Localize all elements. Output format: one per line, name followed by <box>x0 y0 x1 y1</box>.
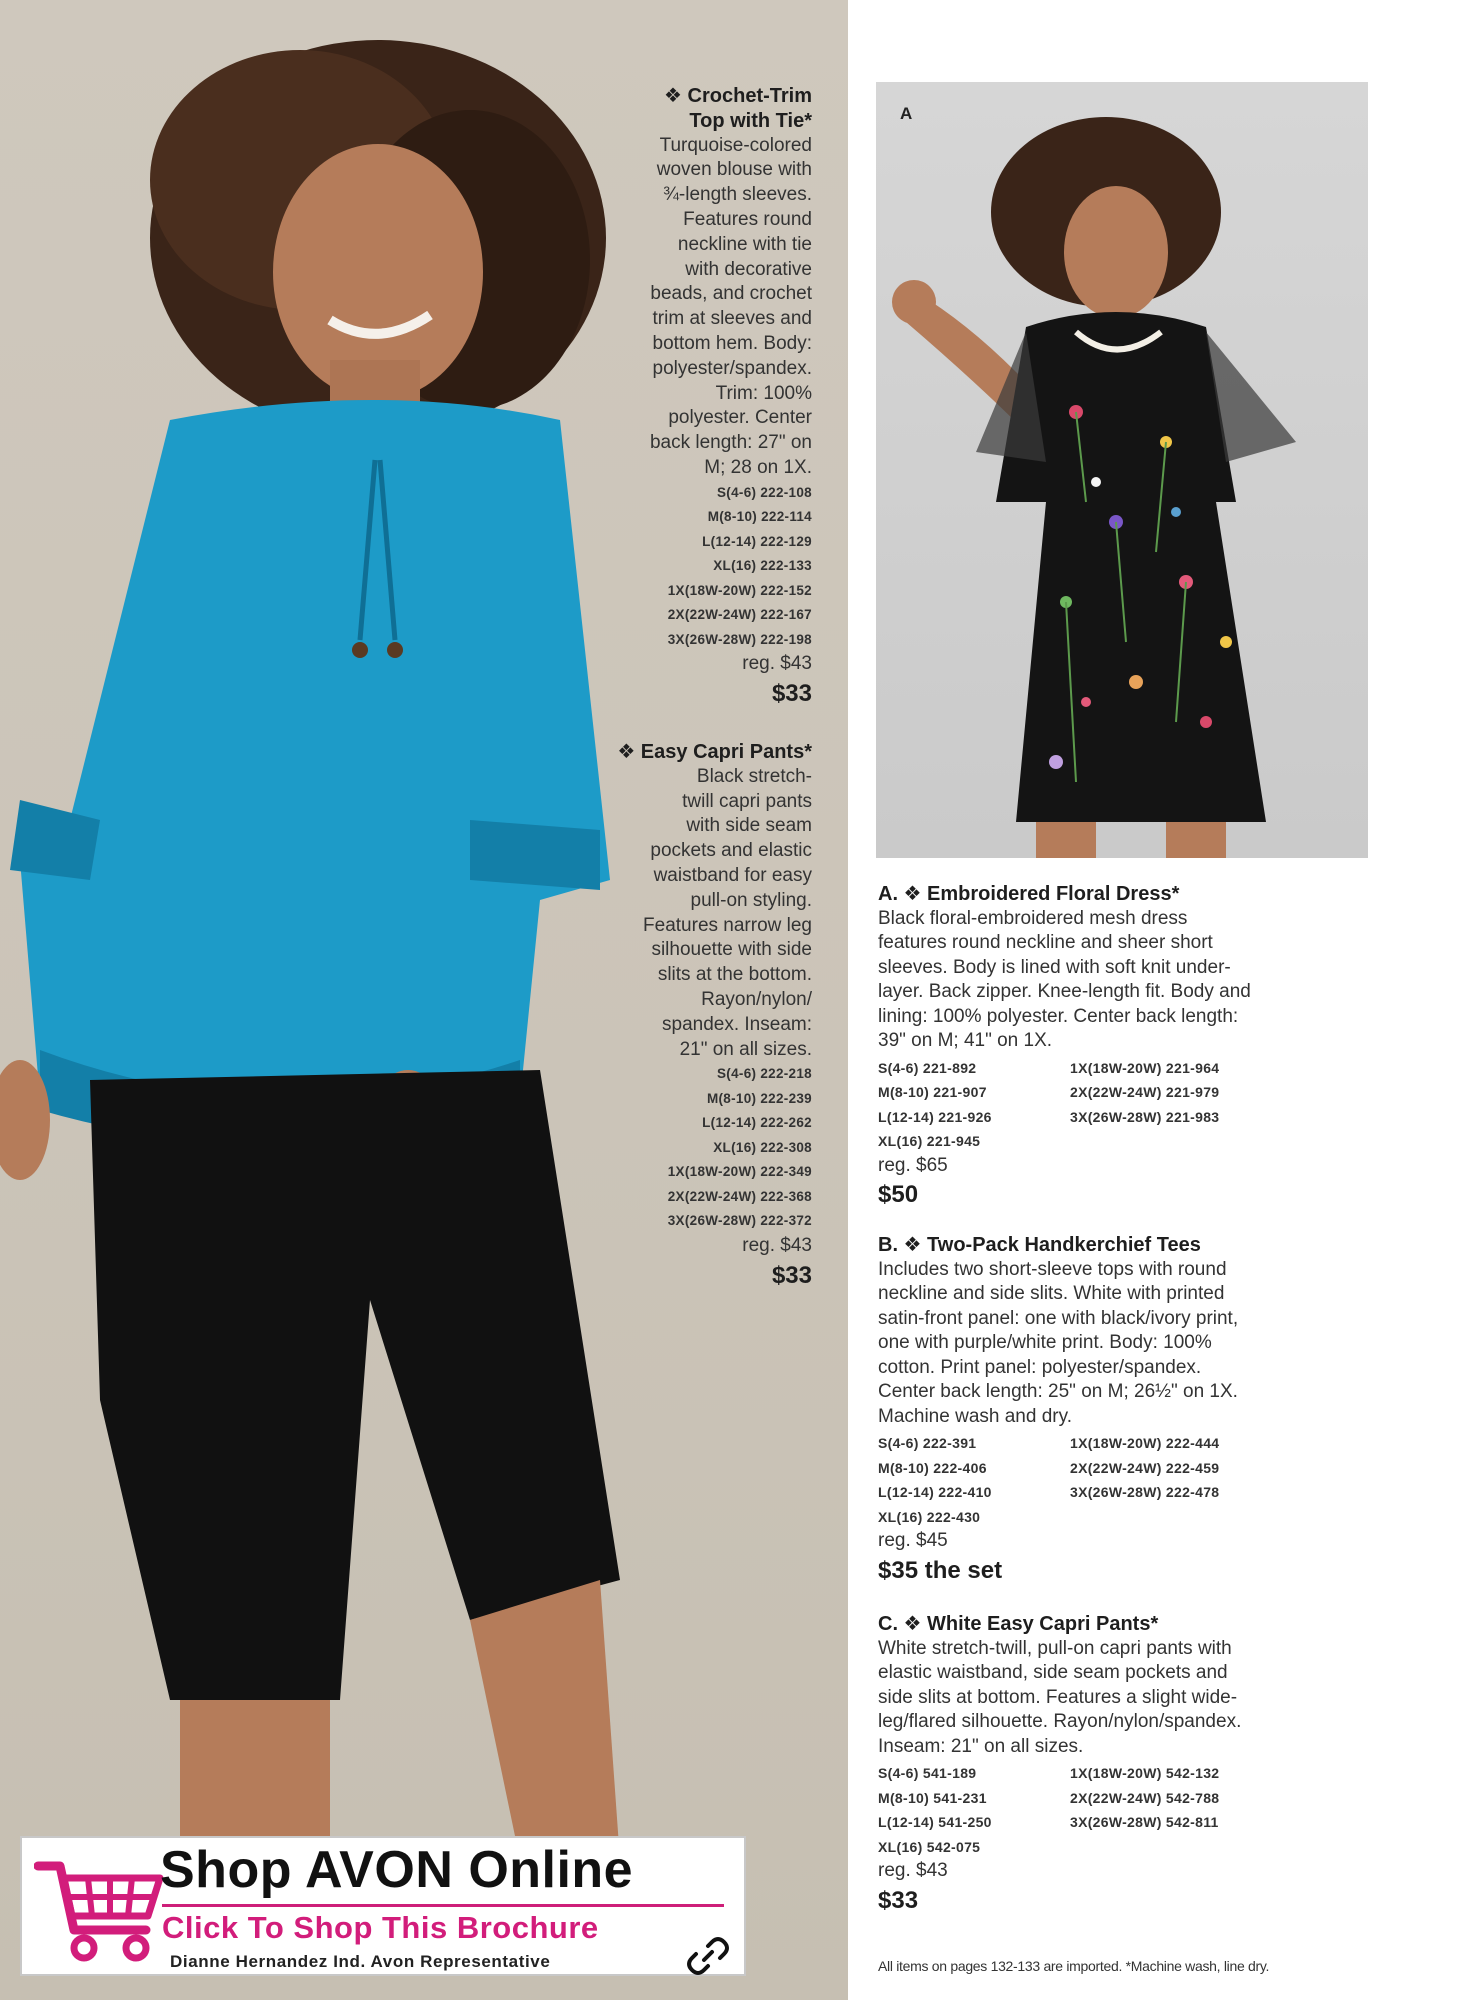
sku-line: 2X(22W-24W) 222-368 <box>667 1188 812 1204</box>
description-line: pull-on styling. <box>690 889 812 911</box>
sale-price: $33 <box>878 1886 919 1914</box>
shopping-cart-icon[interactable] <box>34 1852 166 1964</box>
sku-line <box>1070 1505 1310 1530</box>
description-line: Trim: 100% <box>715 382 812 404</box>
sku-line: 2X(22W-24W) 222-167 <box>667 607 812 623</box>
regular-price: reg. $45 <box>878 1530 948 1551</box>
description-line: 39" on M; 41" on 1X. <box>878 1030 1053 1051</box>
sku-grid <box>878 1431 1378 1529</box>
sku-line: S(4-6) 541-189 <box>878 1765 977 1781</box>
description-line: Rayon/nylon/ <box>701 988 812 1010</box>
sku-line: 2X(22W-24W) 542-788 <box>1070 1789 1220 1806</box>
sale-price: $50 <box>878 1181 919 1208</box>
sku-line: M(8-10) 221-907 <box>878 1084 987 1100</box>
product-description <box>878 1637 1378 1760</box>
shop-online-banner[interactable] <box>20 1836 746 1976</box>
product-title: C. ❖ White Easy Capri Pants* <box>878 1613 1159 1635</box>
description-line: Includes two short-sleeve tops with round <box>878 1258 1227 1280</box>
sku-line: S(4-6) 222-218 <box>716 1066 812 1082</box>
regular-price: reg. $43 <box>742 1234 812 1256</box>
description-line: Machine wash and dry. <box>878 1405 1072 1427</box>
description-line: twill capri pants <box>682 790 812 812</box>
description-line: Center back length: 25" on M; 26½" on 1X. <box>878 1381 1238 1402</box>
dress-model-illustration <box>876 82 1368 858</box>
sku-line: XL(16) 542-075 <box>878 1838 981 1855</box>
sku-line: 3X(26W-28W) 222-198 <box>667 631 812 647</box>
regular-price: reg. $65 <box>878 1154 948 1176</box>
footnote: All items on pages 132-133 are imported. *Machine wash, line dry. <box>878 1958 1270 1974</box>
description-line: Turquoise-colored <box>659 134 812 156</box>
product-title: B. ❖ Two-Pack Handkerchief Tees <box>878 1234 1201 1256</box>
sale-price: $33 <box>771 680 812 708</box>
sku-line: M(8-10) 222-114 <box>707 509 812 525</box>
description-line: bottom hem. Body: <box>652 332 812 354</box>
product-copy-crochet-top <box>572 84 812 711</box>
sku-line: XL(16) 222-308 <box>713 1139 812 1155</box>
description-line: sleeves. Body is lined with soft knit under- <box>878 956 1231 978</box>
description-line: Inseam: 21" on all sizes. <box>878 1735 1084 1757</box>
sku-line: 2X(22W-24W) 222-459 <box>1070 1459 1220 1476</box>
photo-floral-dress <box>876 82 1368 858</box>
regular-price: reg. $43 <box>742 653 812 675</box>
sku-line: M(8-10) 222-406 <box>878 1459 987 1476</box>
description-line: one with purple/white print. Body: 100% <box>878 1332 1212 1353</box>
sku-line: 1X(18W-20W) 221-964 <box>1070 1059 1220 1076</box>
model-illustration <box>0 0 620 2000</box>
description-line: with decorative <box>685 258 812 280</box>
description-line: 21" on all sizes. <box>679 1038 812 1060</box>
sku-line: M(8-10) 222-239 <box>706 1090 812 1106</box>
sku-line: 3X(26W-28W) 222-478 <box>1070 1484 1220 1500</box>
sku-line: S(4-6) 222-108 <box>716 484 812 500</box>
description-line: waistband for easy <box>653 864 812 886</box>
product-copy-floral-dress <box>878 882 1378 1212</box>
sku-line: M(8-10) 541-231 <box>878 1789 987 1806</box>
description-line: polyester. Center <box>668 407 812 429</box>
description-line: slits at the bottom. <box>657 964 812 986</box>
description-line: beads, and crochet <box>650 283 812 305</box>
description-line: with side seam <box>686 815 812 837</box>
sku-list <box>552 1062 812 1234</box>
sku-line: S(4-6) 221-892 <box>878 1059 977 1076</box>
product-description <box>878 1258 1378 1430</box>
product-description <box>878 907 1378 1054</box>
sku-line: 3X(26W-28W) 222-372 <box>667 1213 812 1229</box>
description-line: Black stretch- <box>696 765 812 787</box>
product-title: A. ❖ Embroidered Floral Dress* <box>878 883 1180 905</box>
description-line: woven blouse with <box>656 159 812 181</box>
description-line: layer. Back zipper. Knee-length fit. Body and <box>878 981 1251 1002</box>
sale-price: $33 <box>771 1261 812 1289</box>
description-line: White stretch-twill, pull-on capri pants with <box>878 1637 1232 1659</box>
sku-line: L(12-14) 222-410 <box>878 1484 992 1500</box>
sku-line: XL(16) 222-430 <box>878 1508 981 1525</box>
sku-line: XL(16) 221-945 <box>878 1133 981 1149</box>
sku-line: 1X(18W-20W) 222-349 <box>667 1164 812 1180</box>
description-line: side slits at bottom. Features a slight wide- <box>878 1686 1238 1708</box>
sku-line: 1X(18W-20W) 542-132 <box>1070 1765 1220 1781</box>
description-line: trim at sleeves and <box>652 308 812 330</box>
regular-price: reg. $43 <box>878 1860 948 1881</box>
description-line: ¾-length sleeves. <box>663 184 812 206</box>
sku-line: 3X(26W-28W) 221-983 <box>1070 1108 1220 1125</box>
description-line: Features narrow leg <box>643 914 812 936</box>
representative-name: Dianne Hernandez Ind. Avon Representative <box>170 1952 551 1971</box>
description-line: silhouette with side <box>651 939 812 961</box>
product-copy-easy-capri <box>552 740 812 1293</box>
sku-grid <box>878 1761 1378 1859</box>
sku-line: L(12-14) 541-250 <box>878 1814 992 1830</box>
banner-divider <box>162 1904 724 1907</box>
sku-line: XL(16) 222-133 <box>713 558 812 574</box>
sku-line: L(12-14) 222-262 <box>702 1115 812 1131</box>
sku-line: 2X(22W-24W) 221-979 <box>1070 1084 1220 1100</box>
banner-title[interactable]: Shop AVON Online <box>160 1841 634 1899</box>
description-line: Features round <box>683 208 812 230</box>
description-line: M; 28 on 1X. <box>704 456 812 478</box>
product-title: ❖ Easy Capri Pants* <box>617 741 812 763</box>
description-line: elastic waistband, side seam pockets and <box>878 1662 1228 1683</box>
product-description <box>552 765 812 1063</box>
description-line: neckline and side slits. White with printed <box>878 1283 1225 1304</box>
description-line: leg/flared silhouette. Rayon/nylon/spandex. <box>878 1711 1242 1732</box>
product-title: ❖ Crochet-Trim <box>664 85 812 107</box>
description-line: cotton. Print panel: polyester/spandex. <box>878 1356 1202 1378</box>
sku-line <box>1070 1835 1310 1860</box>
link-icon[interactable] <box>686 1936 730 1976</box>
product-title: Top with Tie* <box>689 109 812 132</box>
description-line: satin-front panel: one with black/ivory print, <box>878 1307 1239 1329</box>
sku-line: L(12-14) 222-129 <box>702 533 812 549</box>
product-copy-white-capri <box>878 1612 1378 1918</box>
sku-line: L(12-14) 221-926 <box>878 1108 992 1125</box>
sku-line: 1X(18W-20W) 222-152 <box>667 582 812 598</box>
product-description <box>572 134 812 481</box>
shop-brochure-link[interactable]: Click To Shop This Brochure <box>162 1910 599 1945</box>
description-line: spandex. Inseam: <box>662 1013 812 1035</box>
sale-price: $35 the set <box>878 1556 1003 1584</box>
photo-label: A <box>900 104 913 123</box>
sku-list <box>572 481 812 653</box>
description-line: Black floral-embroidered mesh dress <box>878 907 1188 929</box>
description-line: pockets and elastic <box>650 840 812 862</box>
description-line: lining: 100% polyester. Center back length: <box>878 1005 1239 1027</box>
description-line: neckline with tie <box>677 233 812 255</box>
sku-line <box>1070 1129 1310 1154</box>
sku-line: 3X(26W-28W) 542-811 <box>1070 1814 1219 1830</box>
description-line: back length: 27" on <box>649 432 812 454</box>
description-line: features round neckline and sheer short <box>878 932 1213 953</box>
sku-line: S(4-6) 222-391 <box>878 1435 977 1451</box>
description-line: polyester/spandex. <box>652 357 812 379</box>
sku-grid <box>878 1056 1378 1154</box>
product-copy-handkerchief-tees <box>878 1233 1378 1588</box>
sku-line: 1X(18W-20W) 222-444 <box>1070 1435 1220 1451</box>
